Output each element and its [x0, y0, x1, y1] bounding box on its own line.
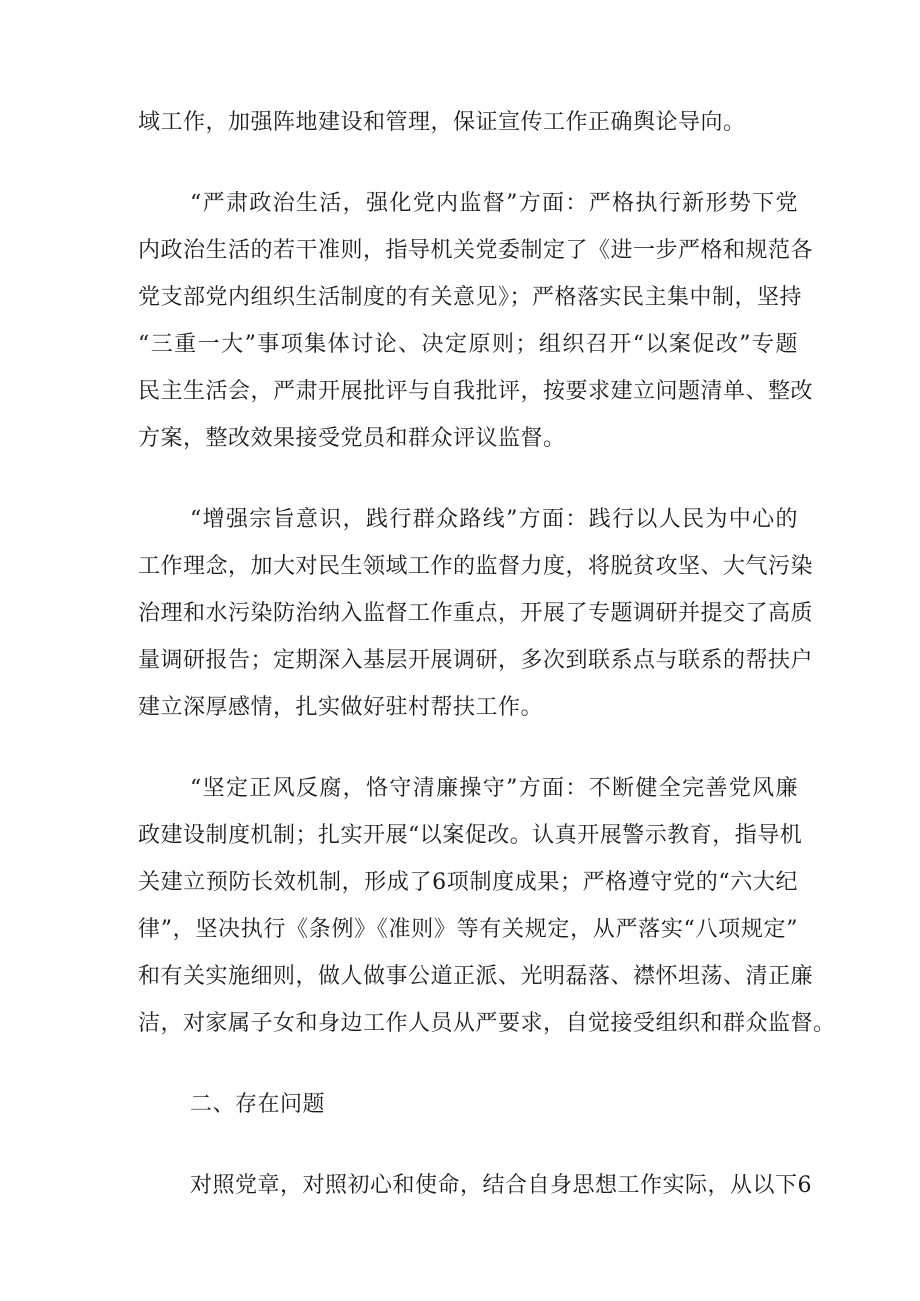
paragraph-line: “坚定正风反腐，恪守清廉操守”方面：不断健全完善党风廉	[190, 776, 798, 801]
paragraph-line: 对照党章，对照初心和使命，结合自身思想工作实际，从以下6	[190, 1173, 812, 1198]
paragraph-line: 域工作，加强阵地建设和管理，保证宣传工作正确舆论导向。	[138, 110, 746, 135]
paragraph-line: 治理和水污染防治纳入监督工作重点，开展了专题调研并提交了高质	[138, 601, 814, 626]
paragraph-line: 内政治生活的若干准则，指导机关党委制定了《进一步严格和规范各	[138, 238, 814, 263]
paragraph-line: 洁，对家属子女和身边工作人员从严要求，自觉接受组织和群众监督。	[138, 1011, 836, 1036]
paragraph-line: 民主生活会，严肃开展批评与自我批评，按要求建立问题清单、整改	[138, 379, 814, 404]
paragraph-line: 关建立预防长效机制，形成了6项制度成果；严格遵守党的“六大纪	[138, 870, 798, 895]
paragraph-line: 和有关实施细则，做人做事公道正派、光明磊落、襟怀坦荡、清正廉	[138, 964, 814, 989]
paragraph-line: “增强宗旨意识，践行群众路线”方面：践行以人民为中心的	[190, 507, 798, 532]
paragraph-line: 建立深厚感情，扎实做好驻村帮扶工作。	[138, 695, 544, 720]
paragraph-line: 方案，整改效果接受党员和群众评议监督。	[138, 426, 566, 451]
paragraph-line: “三重一大”事项集体讨论、决定原则；组织召开“以案促改”专题	[138, 332, 798, 357]
section-heading: 二、存在问题	[190, 1092, 326, 1117]
paragraph-line: 律”，坚决执行《条例》《准则》等有关规定，从严落实“八项规定”	[138, 917, 798, 942]
paragraph-line: “严肃政治生活，强化党内监督”方面：严格执行新形势下党	[190, 191, 798, 216]
paragraph-line: 工作理念，加大对民生领域工作的监督力度，将脱贫攻坚、大气污染	[138, 554, 814, 579]
paragraph-line: 量调研报告；定期深入基层开展调研，多次到联系点与联系的帮扶户	[138, 648, 814, 673]
paragraph-line: 党支部党内组织生活制度的有关意见》；严格落实民主集中制，坚持	[138, 285, 803, 310]
paragraph-line: 政建设制度机制；扎实开展“以案促改。认真开展警示教育，指导机	[138, 823, 803, 848]
